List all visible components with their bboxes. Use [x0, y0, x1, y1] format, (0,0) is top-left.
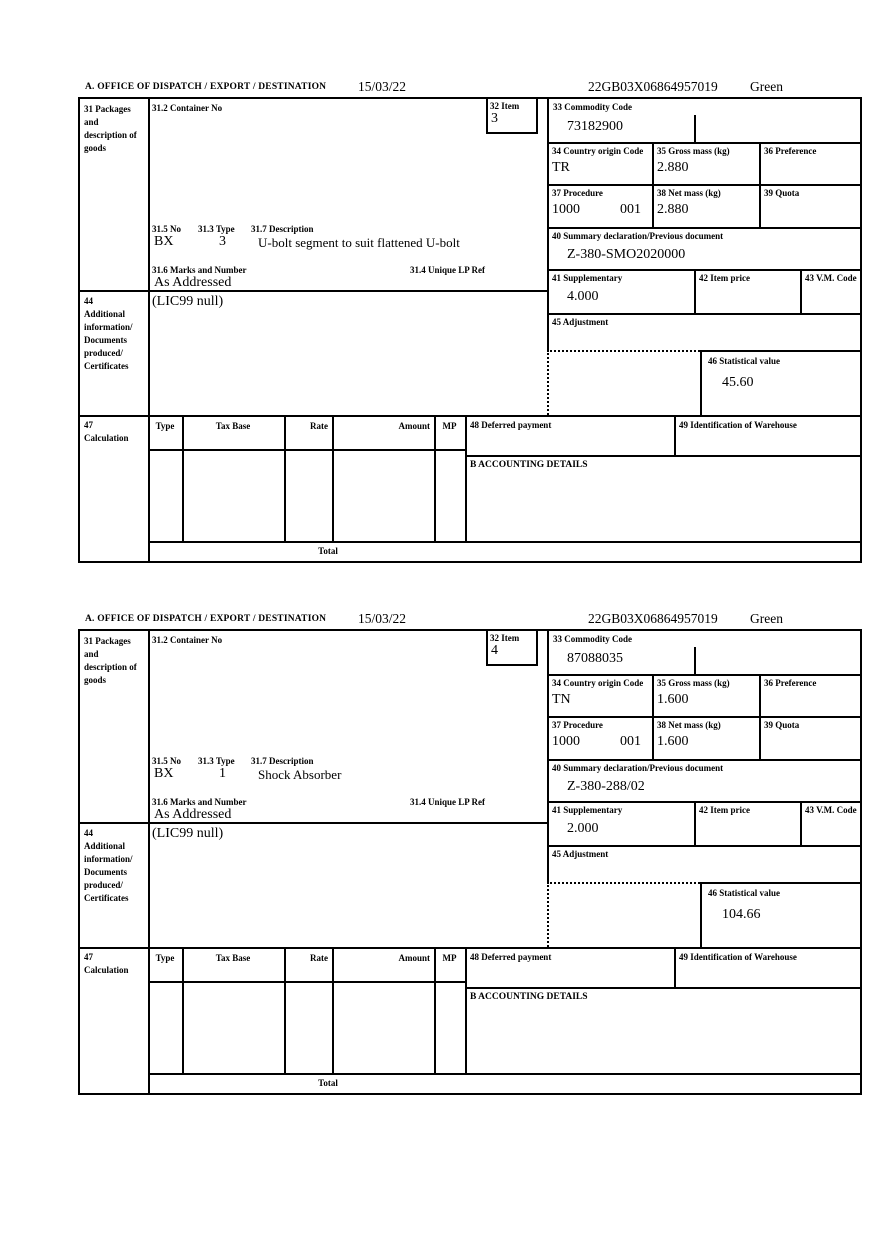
divider — [148, 449, 467, 451]
preference-label: 36 Preference — [764, 146, 817, 156]
divider — [674, 415, 676, 455]
quota-label: 39 Quota — [764, 720, 800, 730]
divider — [800, 269, 802, 313]
calculation-box-text: Calculation — [84, 965, 129, 975]
divider — [547, 845, 860, 847]
marks-number-value: As Addressed — [154, 275, 232, 290]
adjustment-label: 45 Adjustment — [552, 317, 609, 327]
deferred-payment-label: 48 Deferred payment — [470, 420, 552, 430]
divider — [465, 987, 860, 989]
divider — [652, 674, 654, 716]
unique-lp-ref-label: 31.4 Unique LP Ref — [410, 265, 486, 275]
previous-document-value: Z-380-288/02 — [567, 779, 645, 794]
divider — [284, 415, 286, 541]
divider — [652, 142, 654, 184]
divider — [465, 947, 467, 1073]
procedure-value-1: 1000 — [552, 202, 580, 217]
divider — [547, 142, 860, 144]
declaration-date: 15/03/22 — [358, 79, 407, 94]
accounting-details-label: B ACCOUNTING DETAILS — [470, 460, 588, 470]
commodity-code-divider — [694, 115, 696, 142]
gross-mass-value: 1.600 — [657, 692, 689, 707]
movement-reference-number: 22GB03X06864957019 — [588, 611, 718, 626]
commodity-code-divider — [694, 647, 696, 674]
divider — [148, 99, 150, 561]
declaration-grid — [78, 97, 862, 563]
package-no-label: 31.5 No — [152, 224, 181, 234]
gross-mass-label: 35 Gross mass (kg) — [657, 678, 730, 688]
package-type-label: 31.3 Type — [198, 224, 235, 234]
statistical-value-box — [700, 350, 862, 417]
package-type-label: 31.3 Type — [198, 756, 235, 766]
divider — [465, 415, 467, 541]
container-no-label: 31.2 Container No — [152, 103, 223, 113]
divider — [148, 541, 860, 543]
statistical-value: 104.66 — [722, 907, 761, 922]
mp-column-header: MP — [442, 421, 457, 431]
procedure-value-2: 001 — [620, 734, 641, 749]
routing-status: Green — [750, 611, 783, 626]
divider — [652, 716, 654, 759]
accounting-details-label: B ACCOUNTING DETAILS — [470, 992, 588, 1002]
supplementary-label: 41 Supplementary — [552, 273, 623, 283]
procedure-label: 37 Procedure — [552, 720, 603, 730]
gross-mass-value: 2.880 — [657, 160, 689, 175]
rate-column-header: Rate — [310, 421, 328, 431]
description-label: 31.7 Description — [251, 756, 314, 766]
divider — [148, 631, 150, 1093]
divider — [182, 947, 184, 1073]
package-type-value: 1 — [219, 766, 226, 781]
item-label: 32 Item — [490, 633, 520, 643]
divider — [547, 801, 860, 803]
country-origin-value: TN — [552, 692, 571, 707]
additional-info-box-text: Additional information/ Documents produced/ Certificates — [84, 841, 133, 903]
tax-base-column-header: Tax Base — [215, 421, 251, 431]
additional-info-box-number: 44 — [84, 828, 93, 838]
dotted-divider — [547, 350, 700, 352]
supplementary-value: 2.000 — [567, 821, 599, 836]
country-origin-value: TR — [552, 160, 570, 175]
goods-description-value: Shock Absorber — [258, 767, 342, 782]
additional-info-box-text: Additional information/ Documents produced/ Certificates — [84, 309, 133, 371]
supplementary-label: 41 Supplementary — [552, 805, 623, 815]
divider — [547, 716, 860, 718]
calculation-box-text: Calculation — [84, 433, 129, 443]
divider — [547, 269, 860, 271]
net-mass-value: 2.880 — [657, 202, 689, 217]
divider — [80, 822, 549, 824]
divider — [332, 947, 334, 1073]
net-mass-label: 38 Net mass (kg) — [657, 720, 721, 730]
unique-lp-ref-label: 31.4 Unique LP Ref — [410, 797, 486, 807]
divider — [759, 142, 761, 184]
previous-document-value: Z-380-SMO2020000 — [567, 247, 686, 262]
item-label: 32 Item — [490, 101, 520, 111]
total-label: Total — [318, 1078, 338, 1088]
divider — [148, 1073, 860, 1075]
vm-code-label: 43 V.M. Code — [805, 805, 857, 815]
commodity-code-value: 87088035 — [567, 651, 623, 666]
statistical-value-label: 46 Statistical value — [708, 356, 780, 366]
additional-info-value: (LIC99 null) — [152, 294, 224, 309]
item-number-value: 3 — [491, 111, 498, 126]
divider — [759, 716, 761, 759]
divider — [284, 947, 286, 1073]
divider — [547, 674, 860, 676]
commodity-code-label: 33 Commodity Code — [553, 634, 632, 644]
calculation-box-number: 47 — [84, 952, 93, 962]
description-label: 31.7 Description — [251, 224, 314, 234]
commodity-code-label: 33 Commodity Code — [553, 102, 632, 112]
divider — [148, 981, 467, 983]
divider — [547, 184, 860, 186]
section-header — [78, 610, 862, 629]
divider — [674, 947, 676, 987]
statistical-value: 45.60 — [722, 375, 754, 390]
declaration-date: 15/03/22 — [358, 611, 407, 626]
marks-number-label: 31.6 Marks and Number — [152, 797, 247, 807]
declaration-item-section — [78, 78, 862, 563]
divider — [759, 674, 761, 716]
country-origin-label: 34 Country origin Code — [552, 146, 644, 156]
dotted-divider — [547, 882, 700, 884]
procedure-value-2: 001 — [620, 202, 641, 217]
item-number-box — [486, 99, 538, 134]
divider — [547, 759, 860, 761]
item-number-box — [486, 631, 538, 666]
divider — [759, 184, 761, 227]
item-number-value: 4 — [491, 643, 498, 658]
country-origin-label: 34 Country origin Code — [552, 678, 644, 688]
declaration-item-section — [78, 610, 862, 1095]
mp-column-header: MP — [442, 953, 457, 963]
statistical-value-box — [700, 882, 862, 949]
supplementary-value: 4.000 — [567, 289, 599, 304]
adjustment-label: 45 Adjustment — [552, 849, 609, 859]
divider — [652, 184, 654, 227]
previous-document-label: 40 Summary declaration/Previous document — [552, 763, 724, 773]
additional-info-label — [84, 827, 146, 905]
routing-status: Green — [750, 79, 783, 94]
package-no-value: BX — [154, 766, 174, 781]
warehouse-id-label: 49 Identification of Warehouse — [679, 420, 797, 430]
movement-reference-number: 22GB03X06864957019 — [588, 79, 718, 94]
divider — [434, 415, 436, 541]
divider — [80, 290, 549, 292]
tax-base-column-header: Tax Base — [215, 953, 251, 963]
container-no-label: 31.2 Container No — [152, 635, 223, 645]
procedure-value-1: 1000 — [552, 734, 580, 749]
gross-mass-label: 35 Gross mass (kg) — [657, 146, 730, 156]
item-price-label: 42 Item price — [699, 805, 750, 815]
dotted-divider — [547, 350, 549, 415]
section-header — [78, 78, 862, 97]
amount-column-header: Amount — [398, 421, 430, 431]
divider — [694, 269, 696, 313]
vm-code-label: 43 V.M. Code — [805, 273, 857, 283]
declaration-grid — [78, 629, 862, 1095]
marks-number-label: 31.6 Marks and Number — [152, 265, 247, 275]
warehouse-id-label: 49 Identification of Warehouse — [679, 952, 797, 962]
divider — [332, 415, 334, 541]
preference-label: 36 Preference — [764, 678, 817, 688]
net-mass-label: 38 Net mass (kg) — [657, 188, 721, 198]
commodity-code-value: 73182900 — [567, 119, 623, 134]
divider — [800, 801, 802, 845]
statistical-value-label: 46 Statistical value — [708, 888, 780, 898]
tax-type-column-header: Type — [155, 953, 175, 963]
divider — [694, 801, 696, 845]
package-no-value: BX — [154, 234, 174, 249]
net-mass-value: 1.600 — [657, 734, 689, 749]
additional-info-box-number: 44 — [84, 296, 93, 306]
package-no-label: 31.5 No — [152, 756, 181, 766]
divider — [434, 947, 436, 1073]
dotted-divider — [547, 882, 549, 947]
rate-column-header: Rate — [310, 953, 328, 963]
calculation-box-number: 47 — [84, 420, 93, 430]
goods-description-value: U-bolt segment to suit flattened U-bolt — [258, 235, 460, 250]
divider — [547, 313, 860, 315]
item-price-label: 42 Item price — [699, 273, 750, 283]
packages-description-label: 31 Packages and description of goods — [84, 104, 137, 153]
procedure-label: 37 Procedure — [552, 188, 603, 198]
packages-description-label: 31 Packages and description of goods — [84, 636, 137, 685]
office-of-dispatch-label: A. OFFICE OF DISPATCH / EXPORT / DESTINATION — [85, 614, 327, 624]
tax-type-column-header: Type — [155, 421, 175, 431]
office-of-dispatch-label: A. OFFICE OF DISPATCH / EXPORT / DESTINATION — [85, 82, 327, 92]
additional-info-label — [84, 295, 146, 373]
quota-label: 39 Quota — [764, 188, 800, 198]
marks-number-value: As Addressed — [154, 807, 232, 822]
deferred-payment-label: 48 Deferred payment — [470, 952, 552, 962]
amount-column-header: Amount — [398, 953, 430, 963]
calculation-label — [84, 419, 142, 445]
divider — [547, 227, 860, 229]
additional-info-value: (LIC99 null) — [152, 826, 224, 841]
previous-document-label: 40 Summary declaration/Previous document — [552, 231, 724, 241]
calculation-label — [84, 951, 142, 977]
total-label: Total — [318, 546, 338, 556]
divider — [182, 415, 184, 541]
divider — [465, 455, 860, 457]
package-type-value: 3 — [219, 234, 226, 249]
